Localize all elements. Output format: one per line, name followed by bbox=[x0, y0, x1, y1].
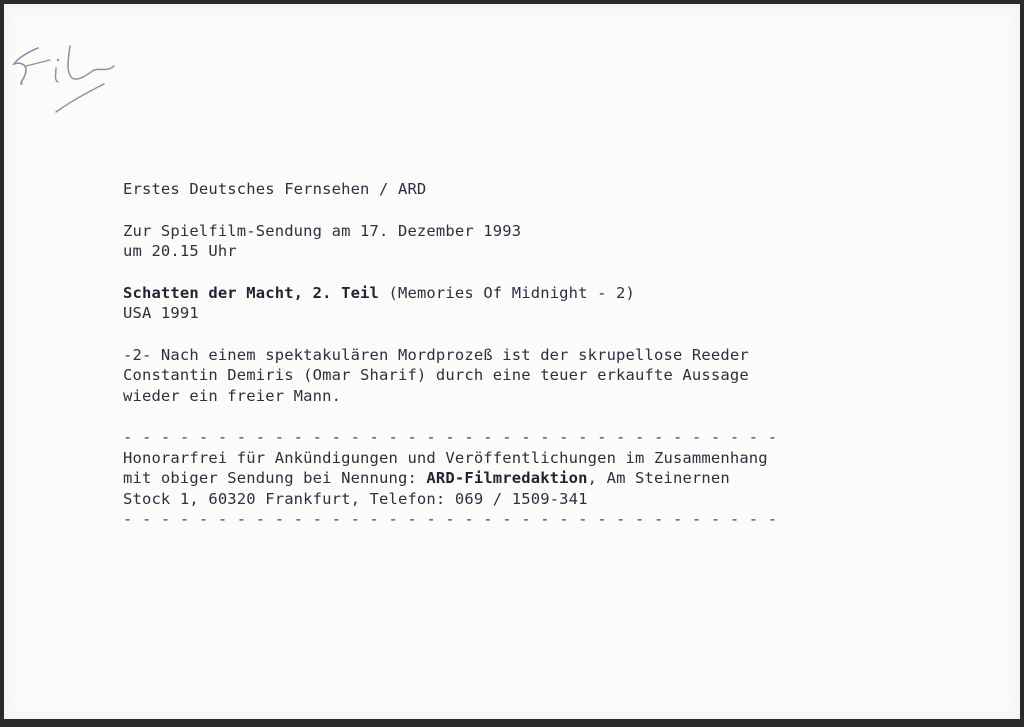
film-title-line bbox=[123, 283, 883, 304]
synopsis-line-2: Constantin Demiris (Omar Sharif) durch eine teuer erkaufte Aussage bbox=[123, 366, 749, 384]
notice-line-3: Stock 1, 60320 Frankfurt, Telefon: 069 / 1509-341 bbox=[123, 489, 588, 508]
notice-credit: ARD-Filmredaktion bbox=[426, 469, 588, 487]
broadcast-time-line: um 20.15 Uhr bbox=[123, 242, 237, 260]
broadcaster-line: Erstes Deutsches Fernsehen / ARD bbox=[123, 180, 427, 198]
notice-line-2-suffix: , Am Steinernen bbox=[587, 469, 730, 487]
film-title: Schatten der Macht, 2. Teil bbox=[123, 283, 380, 302]
synopsis-line-1: -2- Nach einem spektakulären Mordprozeß ist der skrupellose Reeder bbox=[123, 345, 749, 364]
film-origin-line: USA 1991 bbox=[123, 304, 199, 322]
notice-line-1: Honorarfrei für Ankündigungen und Veröffentlichungen im Zusammenhang bbox=[123, 448, 768, 467]
synopsis-line-3: wieder ein freier Mann. bbox=[123, 386, 342, 405]
handwritten-signature-icon bbox=[8, 34, 128, 124]
press-release-text bbox=[123, 179, 883, 530]
film-original-title: (Memories Of Midnight - 2) bbox=[379, 283, 636, 302]
notice-line-2-prefix: mit obiger Sendung bei Nennung: bbox=[123, 469, 427, 487]
separator-bottom: - - - - - - - - - - - - - - - - - - - - - - - - - - - - - - - - - - - bbox=[123, 510, 778, 528]
notice-line-2 bbox=[123, 468, 883, 489]
broadcast-date-line: Zur Spielfilm-Sendung am 17. Dezember 1993 bbox=[123, 221, 522, 240]
document-page bbox=[4, 4, 1020, 719]
separator-top: - - - - - - - - - - - - - - - - - - - - - - - - - - - - - - - - - - - bbox=[123, 428, 778, 446]
